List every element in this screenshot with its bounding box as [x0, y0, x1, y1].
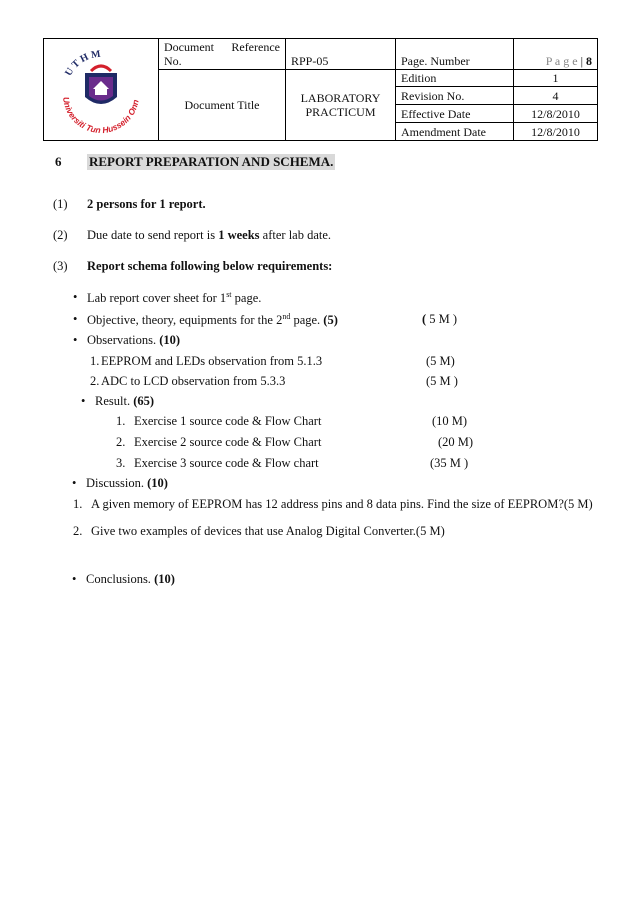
uthm-logo	[49, 39, 153, 137]
section-title: REPORT PREPARATION AND SCHEMA.	[89, 154, 334, 169]
result-item-num: 2.	[116, 435, 126, 449]
doc-ref-label-cell	[159, 39, 286, 70]
amendment-date-label: Amendment Date	[396, 123, 514, 141]
section-number: 6	[55, 154, 62, 169]
discussion-item-num: 1.	[73, 497, 83, 511]
bullet-cover-sheet: • Lab report cover sheet for 1st page.	[87, 290, 261, 306]
doc-title-label: Document Title	[159, 70, 286, 141]
result-item-text: Exercise 3 source code & Flow chart	[134, 456, 319, 470]
obs-item-marks: (5 M )	[426, 374, 458, 388]
item-text: Due date to send report is 1 weeks after lab date.	[87, 228, 332, 242]
obs-item-marks: (5 M)	[426, 354, 455, 368]
obs-item-text: EEPROM and LEDs observation from 5.1.3	[101, 354, 323, 368]
bullet-discussion: • Discussion. (10)	[86, 476, 168, 491]
result-item-num: 3.	[116, 456, 126, 470]
document-header-table	[43, 38, 598, 141]
effective-date-label: Effective Date	[396, 105, 514, 123]
amendment-date-value: 12/8/2010	[514, 123, 598, 141]
page-number-value: P a g e | 8	[514, 39, 598, 70]
doc-ref-value: RPP-05	[286, 39, 396, 70]
result-item-marks: (35 M )	[430, 456, 469, 470]
shield-emblem	[85, 66, 117, 104]
logo-top-text: U T H M	[63, 48, 102, 78]
revision-value: 4	[514, 87, 598, 105]
item-number: (2)	[53, 228, 68, 242]
item-number: (1)	[53, 197, 68, 211]
result-item-marks: (10 M)	[432, 414, 468, 428]
result-item-text: Exercise 1 source code & Flow Chart	[134, 414, 322, 428]
item-text: Report schema following below requirements:	[87, 259, 333, 273]
result-item-marks: (20 M)	[438, 435, 474, 449]
logo-cell	[44, 39, 159, 141]
discussion-item-text: A given memory of EEPROM has 12 address pins and 8 data pins. Find the size of EEPROM?(5 M)	[91, 497, 593, 511]
doc-ref-label-2: Reference	[231, 40, 280, 54]
edition-value: 1	[514, 70, 598, 87]
effective-date-value: 12/8/2010	[514, 105, 598, 123]
objective-marks: ( 5 M )	[422, 312, 458, 326]
result-item-text: Exercise 2 source code & Flow Chart	[134, 435, 322, 449]
bullet-observations: • Observations. (10)	[87, 333, 180, 348]
bullet-result: • Result. (65)	[95, 394, 154, 409]
result-item-num: 1.	[116, 414, 126, 428]
doc-ref-label-1: Document	[164, 40, 214, 54]
bullet-objective: • Objective, theory, equipments for the 2nd page. (5)	[87, 312, 338, 328]
obs-item-text: ADC to LCD observation from 5.3.3	[101, 374, 286, 388]
obs-item-num: 2.	[90, 374, 100, 388]
edition-label: Edition	[396, 70, 514, 87]
bullet-conclusions: • Conclusions. (10)	[86, 572, 175, 587]
logo-ring-text: Universiti Tun Hussein Onn	[60, 96, 141, 136]
doc-title-value: LABORATORY PRACTICUM	[286, 70, 396, 141]
doc-ref-label-3: No.	[164, 54, 182, 68]
obs-item-num: 1.	[90, 354, 100, 368]
discussion-item-num: 2.	[73, 524, 83, 538]
revision-label: Revision No.	[396, 87, 514, 105]
page-number-label: Page. Number	[396, 39, 514, 70]
discussion-item-text: Give two examples of devices that use Analog Digital Converter.(5 M)	[91, 524, 445, 538]
item-text: 2 persons for 1 report.	[87, 197, 206, 211]
item-number: (3)	[53, 259, 68, 273]
